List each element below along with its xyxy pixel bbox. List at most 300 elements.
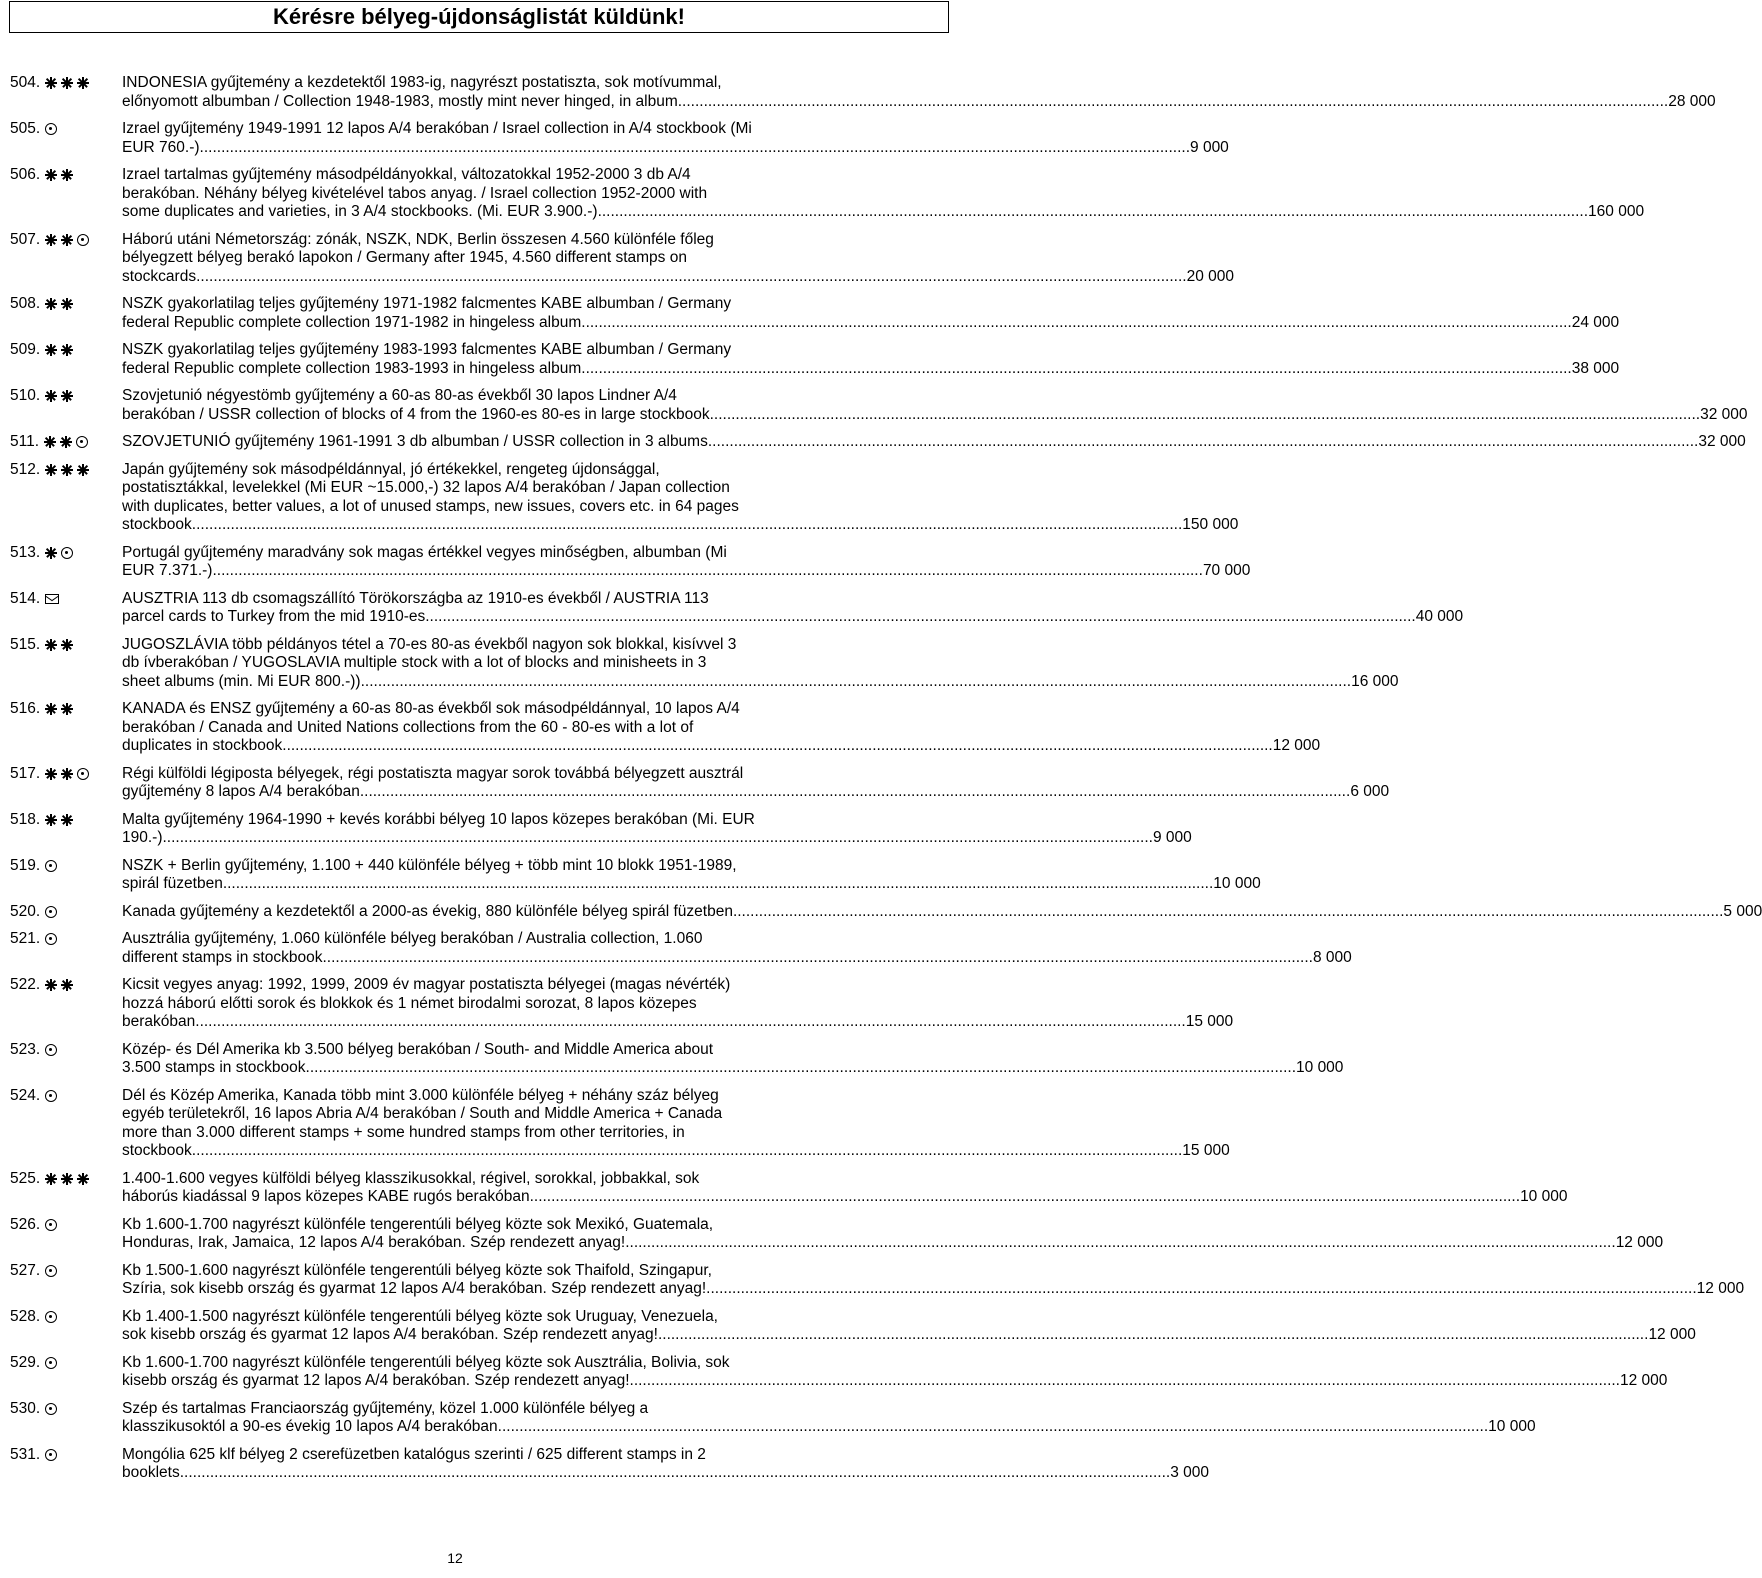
description-line: booklets <box>122 1464 180 1481</box>
lot-number: 513. <box>10 543 41 561</box>
dot-leader <box>361 673 1351 692</box>
lot-item <box>10 120 1229 157</box>
lot-item <box>10 460 1239 535</box>
description-line: Régi külföldi légiposta bélyegek, régi postatiszta magyar sorok továbbá bélyegzett ausztrál <box>122 764 744 782</box>
lot-price: 40 000 <box>1415 608 1464 625</box>
asterisk-icon <box>45 344 57 356</box>
lot-header <box>10 765 122 802</box>
lot-price: 28 000 <box>1668 92 1716 110</box>
lot-number: 514. <box>10 589 41 607</box>
description-line: Ausztrália gyűjtemény, 1.060 különféle bélyeg berakóban / Australia collection, 1.060 <box>122 930 703 947</box>
lot-description <box>122 930 1352 967</box>
page-number: 12 <box>447 1550 463 1566</box>
condition-symbols <box>45 1216 57 1235</box>
lot-header <box>10 976 122 1032</box>
description-line: some duplicates and varieties, in 3 A/4 stockbooks. (Mi. EUR 3.900.-) <box>122 203 598 220</box>
lot-number: 505. <box>10 120 41 137</box>
lot-header <box>10 1041 122 1078</box>
description-line: Kanada gyűjtemény a kezdetektől a 2000-as évekig, 880 különféle bélyeg spirál füzetben <box>122 902 733 920</box>
condition-symbols <box>45 1308 57 1327</box>
dot-leader <box>498 1418 1488 1437</box>
condition-symbols <box>45 903 57 922</box>
lot-description <box>122 387 1748 424</box>
description-line: with duplicates, better values, a lot of unused stamps, new issues, covers etc. in 64 pages <box>122 497 739 515</box>
lot-number: 510. <box>10 387 41 404</box>
dot-leader <box>530 1188 1520 1207</box>
asterisk-icon <box>45 979 57 991</box>
lot-price: 15 000 <box>1185 1013 1234 1030</box>
condition-symbols <box>45 857 57 876</box>
dot-leader <box>581 360 1571 379</box>
dot-leader <box>163 829 1153 848</box>
lot-price: 10 000 <box>1213 875 1261 892</box>
description-last-line <box>122 673 1399 692</box>
lot-header <box>10 590 122 627</box>
asterisk-icon <box>45 298 57 310</box>
dot-leader <box>710 406 1700 425</box>
description-last-line <box>122 406 1748 425</box>
description-last-line <box>122 875 1261 894</box>
bullseye-icon <box>45 906 57 918</box>
lot-item <box>10 856 1261 894</box>
bullseye-icon <box>76 436 88 448</box>
description-line: Portugál gyűjtemény maradvány sok magas értékkel vegyes minőségben, albumban (Mi <box>122 543 727 561</box>
condition-symbols <box>45 166 73 185</box>
lot-description <box>122 74 1716 111</box>
lot-header <box>10 1262 122 1299</box>
dot-leader <box>306 1059 1296 1078</box>
description-line: Izrael gyűjtemény 1949-1991 12 lapos A/4 berakóban / Israel collection in A/4 stockbook (Mi <box>122 120 752 137</box>
description-line: different stamps in stockbook <box>122 948 323 966</box>
bullseye-icon <box>45 1403 57 1415</box>
description-last-line <box>122 433 1746 452</box>
description-line: berakóban / USSR collection of blocks of 4 from the 1960-es 80-es in large stockbook <box>122 405 710 423</box>
lot-header <box>10 461 122 535</box>
bullseye-icon <box>61 547 73 559</box>
description-line: Kb 1.400-1.500 nagyrészt különféle tengerentúli bélyeg közte sok Uruguay, Venezuela, <box>122 1307 718 1325</box>
asterisk-icon <box>60 436 72 448</box>
lot-header <box>10 811 122 848</box>
condition-symbols <box>45 1170 89 1189</box>
lot-number: 508. <box>10 295 41 312</box>
lot-description <box>122 1400 1536 1437</box>
lot-price: 160 000 <box>1588 203 1645 220</box>
bullseye-icon <box>45 1357 57 1369</box>
lot-header <box>10 74 122 111</box>
dot-leader <box>200 139 1190 158</box>
lot-description <box>122 636 1399 692</box>
description-last-line <box>122 203 1644 222</box>
dot-leader <box>223 875 1213 894</box>
lot-item <box>10 589 1464 627</box>
asterisk-icon <box>45 768 57 780</box>
lot-description <box>122 1041 1343 1078</box>
lot-number: 528. <box>10 1307 41 1325</box>
lot-item <box>10 810 1192 848</box>
description-line: Háború utáni Németország: zónák, NSZK, NDK, Berlin összesen 4.560 különféle főleg <box>122 230 714 248</box>
description-line: bélyegzett bélyeg berakó lapokon / Germany after 1945, 4.560 different stamps on <box>122 249 687 266</box>
lot-price: 10 000 <box>1296 1059 1344 1076</box>
asterisk-icon <box>77 77 89 89</box>
lot-header <box>10 636 122 692</box>
description-line: hozzá háború előtti sorok és blokkok és 1 német birodalmi sorozat, 8 lapos közepes <box>122 994 697 1012</box>
asterisk-icon <box>61 814 73 826</box>
lot-item <box>10 341 1620 378</box>
lot-price: 32 000 <box>1700 405 1748 423</box>
dot-leader <box>630 1372 1620 1391</box>
bullseye-icon <box>45 933 57 945</box>
description-line: háborús kiadással 9 lapos közepes KABE rugós berakóban <box>122 1188 530 1205</box>
condition-symbols <box>45 700 73 719</box>
description-line: berakóban / Canada and United Nations collections from the 60 - 80-es with a lot of <box>122 718 694 736</box>
dot-leader <box>598 203 1588 222</box>
lot-price: 9 000 <box>1190 138 1229 156</box>
description-line: stockbook <box>122 1142 192 1159</box>
asterisk-icon <box>61 639 73 651</box>
dot-leader <box>733 903 1723 922</box>
lot-header <box>10 1446 122 1483</box>
description-line: duplicates in stockbook <box>122 737 283 754</box>
description-line: Szovjetunió négyestömb gyűjtemény a 60-as 80-as évekből 30 lapos Lindner A/4 <box>122 387 677 404</box>
asterisk-icon <box>77 464 89 476</box>
lot-header <box>10 295 122 332</box>
dot-leader <box>708 433 1698 452</box>
bullseye-icon <box>77 768 89 780</box>
description-line: AUSZTRIA 113 db csomagszállító Törökországba az 1910-es évekből / AUSTRIA 113 <box>122 589 709 607</box>
asterisk-icon <box>61 77 73 89</box>
lot-number: 517. <box>10 764 41 782</box>
lot-header <box>10 700 122 756</box>
bullseye-icon <box>45 1265 57 1277</box>
lot-item <box>10 635 1399 692</box>
lot-price: 12 000 <box>1696 1280 1745 1297</box>
lot-number: 520. <box>10 902 41 920</box>
bullseye-icon <box>45 1090 57 1102</box>
description-last-line <box>122 1280 1744 1299</box>
lot-price: 16 000 <box>1351 672 1399 690</box>
lot-description <box>122 166 1644 222</box>
description-line: Kb 1.600-1.700 nagyrészt különféle tengerentúli bélyeg közte sok Ausztrália, Bolivia, sok <box>122 1353 730 1371</box>
lot-description <box>122 590 1463 627</box>
lot-header <box>10 930 122 967</box>
description-line: EUR 760.-) <box>122 138 200 156</box>
description-line: Malta gyűjtemény 1964-1990 + kevés korábbi bélyeg 10 lapos közepes berakóban (Mi. EUR <box>122 810 755 828</box>
lot-header <box>10 341 122 378</box>
lot-item <box>10 700 1321 756</box>
lot-number: 512. <box>10 460 41 478</box>
lot-description <box>122 433 1746 452</box>
bullseye-icon <box>45 1044 57 1056</box>
lot-number: 506. <box>10 166 41 183</box>
lot-number: 529. <box>10 1353 41 1371</box>
lot-description <box>122 976 1233 1032</box>
lot-price: 32 000 <box>1698 433 1746 450</box>
asterisk-icon <box>45 390 57 402</box>
lot-description <box>122 811 1192 848</box>
lot-price: 12 000 <box>1648 1326 1696 1343</box>
lot-description <box>122 1216 1663 1253</box>
description-line: stockcards <box>122 267 197 285</box>
asterisk-icon <box>61 703 73 715</box>
description-line: Kicsit vegyes anyag: 1992, 1999, 2009 év magyar postatiszta bélyegei (magas névérték) <box>122 976 731 993</box>
dot-leader <box>180 1464 1170 1483</box>
description-last-line <box>122 783 1389 802</box>
description-line: Közép- és Dél Amerika kb 3.500 bélyeg berakóban / South- and Middle America about <box>122 1040 714 1058</box>
condition-symbols <box>45 387 73 406</box>
lot-item <box>10 433 1746 452</box>
description-last-line <box>122 562 1250 581</box>
dot-leader <box>212 562 1202 581</box>
description-last-line <box>122 1326 1696 1345</box>
lot-price: 10 000 <box>1520 1188 1568 1205</box>
lot-price: 8 000 <box>1312 948 1352 966</box>
dot-leader <box>282 737 1272 756</box>
dot-leader <box>425 608 1415 627</box>
lot-number: 531. <box>10 1445 41 1463</box>
bullseye-icon <box>45 1219 57 1231</box>
description-line: egyéb területekről, 16 lapos Abria A/4 berakóban / South and Middle America + Canada <box>122 1105 723 1122</box>
condition-symbols <box>45 120 57 139</box>
description-line: NSZK + Berlin gyűjtemény, 1.100 + 440 különféle bélyeg + több mint 10 blokk 1951-1989, <box>122 856 737 874</box>
asterisk-icon <box>45 234 57 246</box>
lot-number: 521. <box>10 930 41 947</box>
asterisk-icon <box>61 344 73 356</box>
lot-header <box>10 903 122 922</box>
description-line: federal Republic complete collection 1983-1993 in hingeless album <box>122 359 582 377</box>
condition-symbols <box>45 341 73 360</box>
asterisk-icon <box>61 390 73 402</box>
condition-symbols <box>45 1446 57 1465</box>
description-last-line <box>122 1464 1209 1483</box>
lot-description <box>122 857 1261 894</box>
asterisk-icon <box>61 464 73 476</box>
lot-description <box>122 1170 1567 1207</box>
condition-symbols <box>45 976 73 995</box>
lot-description <box>122 1087 1230 1161</box>
lot-description <box>122 1308 1696 1345</box>
lot-item <box>10 1169 1568 1207</box>
dot-leader <box>658 1326 1648 1345</box>
lot-header <box>10 857 122 894</box>
lot-price: 15 000 <box>1182 1142 1230 1159</box>
lot-price: 10 000 <box>1488 1418 1536 1435</box>
asterisk-icon <box>61 768 73 780</box>
description-last-line <box>122 516 1238 535</box>
lot-item <box>10 1445 1210 1483</box>
lot-header <box>10 1170 122 1207</box>
asterisk-icon <box>61 169 73 181</box>
dot-leader <box>706 1280 1696 1299</box>
lot-header <box>10 1354 122 1391</box>
dot-leader <box>360 783 1350 802</box>
dot-leader <box>322 949 1312 968</box>
bullseye-icon <box>45 1311 57 1323</box>
lot-number: 525. <box>10 1169 41 1187</box>
dot-leader <box>196 268 1186 287</box>
description-last-line <box>122 949 1352 968</box>
lot-number: 518. <box>10 810 41 828</box>
lot-description <box>122 1354 1667 1391</box>
condition-symbols <box>45 1087 57 1106</box>
lot-item <box>10 1261 1745 1299</box>
description-line: Dél és Közép Amerika, Kanada több mint 3.000 különféle bélyeg + néhány száz bélyeg <box>122 1086 719 1104</box>
lot-description <box>122 903 1762 922</box>
lot-description <box>122 231 1234 287</box>
condition-symbols <box>44 433 88 452</box>
bullseye-icon <box>77 234 89 246</box>
description-last-line <box>122 1188 1567 1207</box>
description-line: postatisztákkal, levelekkel (Mi EUR ~15.000,-) 32 lapos A/4 berakóban / Japan collection <box>122 479 730 496</box>
description-line: klasszikusoktól a 90-es évekig 10 lapos A/4 berakóban <box>122 1418 498 1435</box>
description-line: berakóban. Néhány bélyeg kivételével tabos anyag. / Israel collection 1952-2000 with <box>122 184 708 202</box>
lot-description <box>122 700 1320 756</box>
condition-symbols <box>45 461 89 480</box>
description-last-line <box>122 737 1320 756</box>
lot-header <box>10 166 122 222</box>
lot-header <box>10 231 122 287</box>
asterisk-icon <box>45 547 57 559</box>
lot-item <box>10 976 1234 1032</box>
asterisk-icon <box>77 1173 89 1185</box>
condition-symbols <box>45 1354 57 1373</box>
description-line: 1.400-1.600 vegyes külföldi bélyeg klasszikusokkal, régivel, sorokkal, jobbakkal, sok <box>122 1169 700 1187</box>
asterisk-icon <box>61 298 73 310</box>
condition-symbols <box>45 765 89 784</box>
banner-heading: Kérésre bélyeg-újdonságlistát küldünk! <box>9 1 949 33</box>
lot-price: 12 000 <box>1615 1234 1664 1251</box>
lot-number: 530. <box>10 1399 41 1417</box>
lot-number: 515. <box>10 635 41 653</box>
asterisk-icon <box>61 234 73 246</box>
lot-item <box>10 166 1645 222</box>
description-line: Japán gyűjtemény sok másodpéldánnyal, jó értékekkel, rengeteg újdonsággal, <box>122 460 660 478</box>
description-last-line <box>122 360 1619 379</box>
dot-leader <box>192 516 1182 535</box>
description-line: Szíria, sok kisebb ország és gyarmat 12 lapos A/4 berakóban. Szép rendezett anyag! <box>122 1280 707 1297</box>
lot-price: 12 000 <box>1620 1372 1668 1389</box>
dot-leader <box>625 1234 1615 1253</box>
lot-description <box>122 295 1619 332</box>
description-line: 190.-) <box>122 829 163 846</box>
description-line: Szép és tartalmas Franciaország gyűjtemény, közel 1.000 különféle bélyeg a <box>122 1399 649 1417</box>
description-last-line <box>122 1234 1663 1253</box>
lot-price: 38 000 <box>1571 359 1620 377</box>
description-last-line <box>122 608 1463 627</box>
lot-price: 9 000 <box>1152 829 1192 846</box>
condition-symbols <box>45 295 73 314</box>
lot-item <box>10 387 1748 424</box>
condition-symbols <box>45 1400 57 1419</box>
condition-symbols <box>45 811 73 830</box>
description-last-line <box>122 139 1229 158</box>
lot-description <box>122 1262 1744 1299</box>
description-line: stockbook <box>122 516 192 533</box>
description-last-line <box>122 314 1619 333</box>
asterisk-icon <box>45 464 57 476</box>
lot-header <box>10 1087 122 1161</box>
lot-description <box>122 544 1250 581</box>
asterisk-icon <box>44 436 56 448</box>
condition-symbols <box>45 1262 57 1281</box>
description-line: parcel cards to Turkey from the mid 1910-es <box>122 608 426 625</box>
lot-item <box>10 1086 1230 1161</box>
description-last-line <box>122 1013 1233 1032</box>
description-line: kisebb ország és gyarmat 12 lapos A/4 berakóban. Szép rendezett anyag! <box>122 1372 630 1389</box>
description-line: db ívberakóban / YUGOSLAVIA multiple stock with a lot of blocks and minisheets in 3 <box>122 654 707 671</box>
description-last-line <box>122 1372 1667 1391</box>
lot-item <box>10 230 1234 287</box>
condition-symbols <box>45 636 73 655</box>
description-last-line <box>122 829 1192 848</box>
lot-item <box>10 764 1390 802</box>
asterisk-icon <box>45 703 57 715</box>
description-line: JUGOSZLÁVIA több példányos tétel a 70-es 80-as évekből nagyon sok blokkal, kisívvel 3 <box>122 635 737 653</box>
description-line: Honduras, Irak, Jamaica, 12 lapos A/4 berakóban. Szép rendezett anyag! <box>122 1234 626 1251</box>
asterisk-icon <box>45 77 57 89</box>
dot-leader <box>195 1013 1185 1032</box>
envelope-icon <box>45 594 59 604</box>
asterisk-icon <box>45 639 57 651</box>
lot-description <box>122 1446 1209 1483</box>
lot-number: 509. <box>10 341 41 358</box>
condition-symbols <box>45 930 57 949</box>
lot-header <box>10 120 122 157</box>
lot-number: 522. <box>10 976 41 993</box>
lot-item <box>10 74 1716 111</box>
lot-item <box>10 902 1762 922</box>
description-line: Kb 1.600-1.700 nagyrészt különféle tengerentúli bélyeg közte sok Mexikó, Guatemala, <box>122 1215 714 1233</box>
lot-description <box>122 765 1389 802</box>
lot-description <box>122 461 1238 535</box>
description-line: EUR 7.371.-) <box>122 562 213 579</box>
dot-leader <box>192 1142 1182 1161</box>
lot-price: 24 000 <box>1571 313 1620 331</box>
description-line: sok kisebb ország és gyarmat 12 lapos A/4 berakóban. Szép rendezett anyag! <box>122 1326 658 1343</box>
description-line: SZOVJETUNIÓ gyűjtemény 1961-1991 3 db albumban / USSR collection in 3 albums <box>122 433 708 450</box>
condition-symbols <box>45 74 89 93</box>
lot-header <box>10 433 122 452</box>
lot-description <box>122 120 1229 157</box>
lot-number: 507. <box>10 230 41 248</box>
description-line: NSZK gyakorlatilag teljes gyűjtemény 1983-1993 falcmentes KABE albumban / Germany <box>122 341 732 358</box>
lot-item <box>10 295 1620 332</box>
description-line: Izrael tartalmas gyűjtemény másodpéldányokkal, változatokkal 1952-2000 3 db A/4 <box>122 166 691 183</box>
description-line: more than 3.000 different stamps + some hundred stamps from other territories, in <box>122 1123 685 1141</box>
lot-price: 3 000 <box>1170 1464 1210 1481</box>
lot-item <box>10 1307 1696 1345</box>
description-last-line <box>122 903 1762 922</box>
lot-number: 523. <box>10 1040 41 1058</box>
description-last-line <box>122 268 1234 287</box>
lot-price: 5 000 <box>1723 902 1762 920</box>
lot-header <box>10 1400 122 1437</box>
bullseye-icon <box>45 860 57 872</box>
asterisk-icon <box>61 979 73 991</box>
lot-number: 504. <box>10 74 41 91</box>
lot-number: 511. <box>10 433 40 450</box>
asterisk-icon <box>45 169 57 181</box>
description-line: 3.500 stamps in stockbook <box>122 1059 306 1076</box>
condition-symbols <box>45 590 59 609</box>
lot-header <box>10 544 122 581</box>
lot-number: 516. <box>10 700 41 717</box>
lot-list <box>10 74 1762 1492</box>
dot-leader <box>678 93 1668 112</box>
lot-header <box>10 387 122 424</box>
condition-symbols <box>45 231 89 250</box>
lot-header <box>10 1216 122 1253</box>
asterisk-icon <box>61 1173 73 1185</box>
